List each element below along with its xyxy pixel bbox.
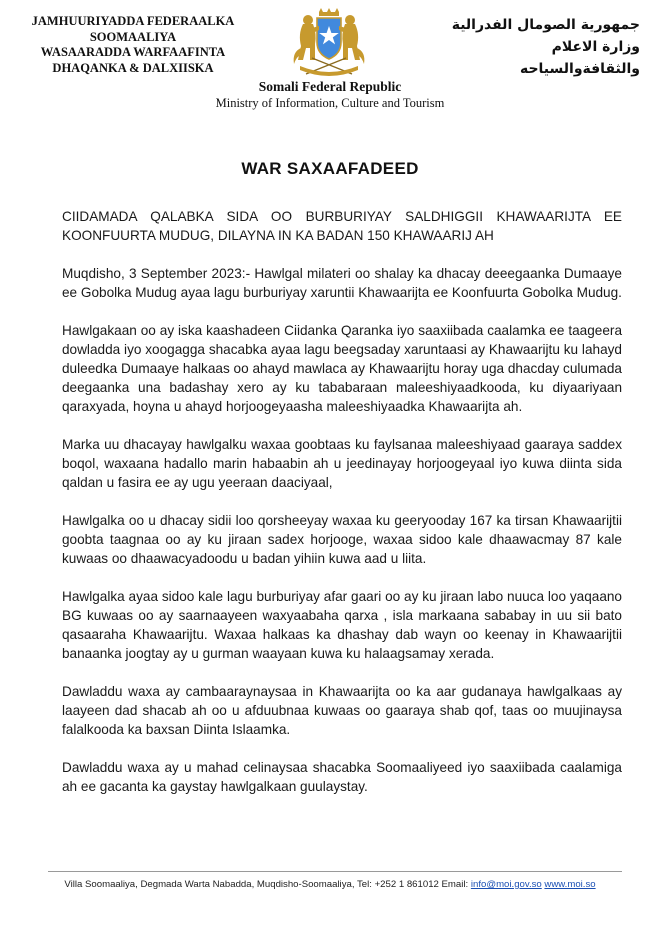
footer-address: Villa Soomaaliya, Degmada Warta Nabadda, Muqdisho-Soomaaliya, Tel: +252 1 861012 Email:	[64, 879, 471, 890]
body-paragraph: Hawlgalka ayaa sidoo kale lagu burburiyay afar gaari oo ay ku jiraan labo nuuca loo yaqaano BG kuwaas oo ay saarnaayeen waxyaabaha qarxa , isla markaana sababay in uu sii bato qasaaraha Khawaarijtu. Waxaa halkaas ka dhashay dab wayn oo keenay in Khawaarijtii banaanka joogtay ay u gurman waayaan kuwa ku halaagsamay xerada.	[62, 589, 622, 661]
document-headline: CIIDAMADA QALABKA SIDA OO BURBURIYAY SALDHIGGII KHAWAARIJTA EE KOONFUURTA MUDUG, DILAYNA IN KA BADAN 150 KHAWAARIJ AH	[62, 209, 622, 243]
letterhead-somali-line: WASAARADDA WARFAAFINTA	[40, 45, 226, 59]
body-paragraph: Hawlgakaan oo ay iska kaashadeen Ciidanka Qaranka iyo saaxiibada caalamka ee taageera dowladda iyo xoogagga shacabka ayaa lagu beegsaday xaruntaasi ay Khawaarijtu ku lahayd duleedka Dumaaye halkaas oo ahayd mawlaca ay Khawaarijtu horay uga dhacday culumada deegaanka una badashay xero ay ku tababaraan maleeshiyaadkooda, ku diyaariyaan qaraxyada, hoyna u ahayd horjoogeyaasha maleeshiyaadka Khawaarijta ah.	[62, 323, 622, 414]
document-body	[62, 207, 622, 815]
body-paragraph: Muqdisho, 3 September 2023:- Hawlgal milateri oo shalay ka dhacay deeegaanka Dumaaye ee Gobolka Mudug ayaa lagu burburiyay xaruntii Khawaarijta ee Koonfuurta Gobolka Mudug.	[62, 266, 622, 300]
body-paragraph: Marka uu dhacayay hawlgalku waxaa goobtaas ku faylsanaa maleeshiyaad gaaraya saddex boqol, waxaana hadallo marin habaabin ah u jeedinayay horjoogeyaal iyo kuwa diinta sida qaldan u fasira ee ay ugu yeeraan daaciyaal,	[62, 437, 622, 490]
letterhead-arabic-line: والثقافةوالسياحه	[519, 61, 640, 77]
letterhead-english	[190, 78, 470, 111]
letterhead-arabic-line: جمهورية الصومال الفدرالية	[451, 17, 640, 33]
ministry-name: Ministry of Information, Culture and Tourism	[215, 96, 445, 110]
footer-divider	[48, 871, 622, 872]
letterhead-arabic	[440, 14, 640, 80]
left-leopard-icon	[294, 15, 319, 64]
document-title: WAR SAXAAFADEED	[241, 159, 419, 178]
footer	[0, 879, 660, 890]
letterhead-somali	[18, 14, 248, 76]
right-leopard-icon	[339, 15, 364, 64]
somalia-coat-of-arms-icon	[286, 8, 372, 80]
body-paragraph: Dawladdu waxa ay cambaaraynaysaa in Khawaarijta oo ka aar gudanaya hawlgalkaas ay laayeen dad shacab ah oo u afduubnaa kuwaas oo gaaraya shab qof, taas oo muujinaysa falalkooda ka baxsan Diinta Islaamka.	[62, 684, 622, 737]
footer-email-link[interactable]: info@moi.gov.so	[470, 879, 542, 890]
letterhead-arabic-line: وزارة الاعلام	[551, 39, 640, 55]
letterhead-somali-line: DHAQANKA & DALXIISKA	[52, 60, 214, 75]
body-paragraph: Dawladdu waxa ay u mahad celinaysaa shacabka Soomaaliyeed iyo saaxiibada caalamiga ah ee gacanta ka gaystay hawlgalkaan guulaystay.	[62, 760, 622, 794]
letterhead-somali-line: SOOMAALIYA	[89, 29, 177, 44]
crown-icon	[319, 8, 339, 16]
footer-website-link[interactable]: www.moi.so	[544, 879, 596, 890]
body-paragraph: Hawlgalka oo u dhacay sidii loo qorsheeyay waxaa ku geeryooday 167 ka tirsan Khawaarijtii goobta taagnaa oo ay ku jiraan sadex horjooge, waxaa sidoo kale dhaawacmay 87 kale kuwaas oo dhaawacyadoodu u badan yihiin kuwa aad u liita.	[62, 513, 622, 566]
republic-name: Somali Federal Republic	[258, 79, 402, 94]
ribbon-icon	[300, 66, 358, 76]
letterhead-somali-line: JAMHUURIYADDA FEDERAALKA	[31, 14, 235, 28]
